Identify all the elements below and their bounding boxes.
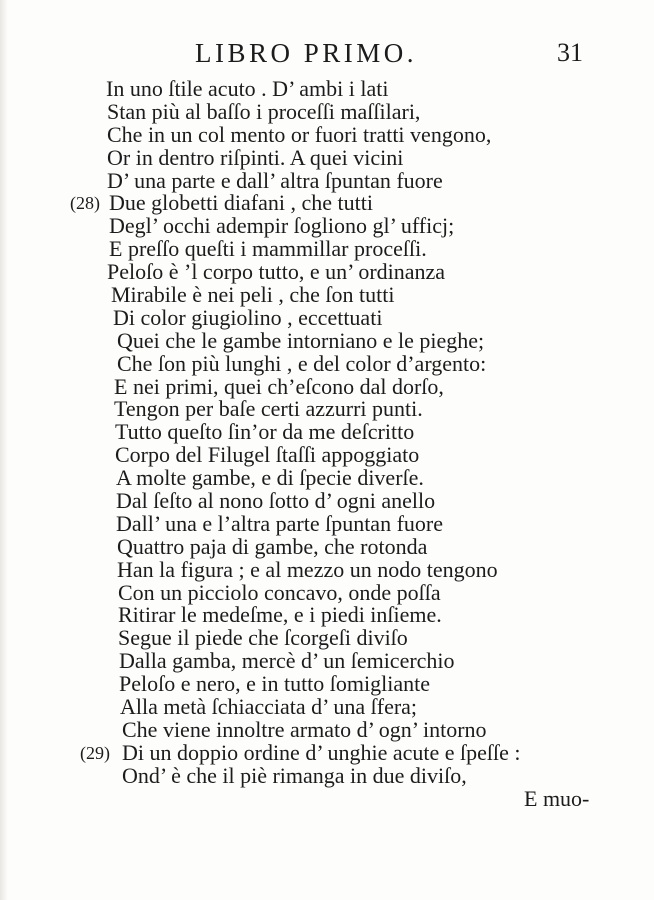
verse-text: Peloſo e nero, e in tutto ſomigliante xyxy=(119,671,430,697)
verse-line xyxy=(0,556,654,582)
verse-text: Tengon per baſe certi azzurri punti. xyxy=(114,396,423,422)
verse-block xyxy=(0,78,654,788)
verse-text: Degl’ occhi adempir ſogliono gl’ ufficj; xyxy=(109,213,455,239)
verse-text: Che in un col mento or fuori tratti vengono, xyxy=(107,121,492,147)
verse-text: E nei primi, quei ch’eſcono dal dorſo, xyxy=(114,373,444,399)
verse-line xyxy=(0,510,654,536)
verse-text: Dal ſeſto al nono ſotto d’ ogni anello xyxy=(116,488,436,514)
verse-line xyxy=(0,167,654,193)
verse-line xyxy=(0,144,654,170)
verse-text: D’ una parte e dall’ altra ſpuntan fuore xyxy=(107,167,443,193)
verse-text: Con un picciolo concavo, onde poſſa xyxy=(118,579,441,605)
verse-text: Tutto queſto ſin’or da me deſcritto xyxy=(115,419,415,445)
verse-text: Ond’ è che il piè rimanga in due diviſo, xyxy=(122,762,467,788)
verse-text: Segue il piede che ſcorgeſi diviſo xyxy=(118,625,408,651)
verse-line xyxy=(0,604,654,627)
verse-line xyxy=(0,739,654,765)
running-title: LIBRO PRIMO. xyxy=(195,38,418,68)
verse-text: Ritirar le medeſme, e i piedi inſieme. xyxy=(118,602,442,628)
verse-line xyxy=(0,421,654,444)
verse-line xyxy=(0,78,654,101)
verse-line xyxy=(0,673,654,696)
verse-line xyxy=(0,238,654,261)
verse-text: Corpo del Filugel ſtaſſi appoggiato xyxy=(115,442,420,468)
verse-text: Di color giugiolino , eccettuati xyxy=(113,304,383,330)
verse-text: Di un doppio ordine d’ unghie acute e ſpeſſe : xyxy=(122,739,521,765)
verse-text: Mirabile è nei peli , che ſon tutti xyxy=(111,282,395,308)
verse-line xyxy=(0,579,654,605)
page-number: 31 xyxy=(557,38,583,67)
verse-line xyxy=(0,192,654,215)
verse-text: Alla metà ſchiacciata d’ una ſfera; xyxy=(120,694,418,720)
verse-text: Dalla gamba, mercè d’ un ſemicerchio xyxy=(119,648,455,674)
verse-line xyxy=(0,284,654,307)
verse-text: Due globetti diafani , che tutti xyxy=(109,190,373,216)
verse-line xyxy=(0,327,654,353)
verse-line xyxy=(0,215,654,238)
verse-line xyxy=(0,398,654,421)
verse-line xyxy=(0,696,654,719)
note-marker: (28) xyxy=(70,193,100,214)
verse-line xyxy=(0,121,654,147)
verse-text: A molte gambe, e di ſpecie diverſe. xyxy=(116,465,424,491)
verse-line xyxy=(0,467,654,490)
verse-line xyxy=(0,762,654,788)
verse-text: E preſſo queſti i mammillar proceſſi. xyxy=(109,236,427,262)
verse-line xyxy=(0,650,654,673)
verse-line xyxy=(0,627,654,650)
verse-text: Stan più al baſſo i proceſſi maſſilari, xyxy=(107,98,421,124)
verse-text: In uno ſtile acuto . D’ ambi i lati xyxy=(106,76,389,101)
verse-text: Quattro paja di gambe, che rotonda xyxy=(117,533,428,559)
verse-line xyxy=(0,373,654,399)
verse-line xyxy=(0,304,654,330)
verse-line xyxy=(0,350,654,376)
verse-text: Or in dentro riſpinti. A quei vicini xyxy=(107,144,404,170)
verse-line xyxy=(0,533,654,559)
verse-line xyxy=(0,490,654,513)
verse-line xyxy=(0,716,654,742)
verse-text: Che ſon più lunghi , e del color d’argento: xyxy=(117,350,487,376)
verse-text: Dall’ una e l’altra parte ſpuntan fuore xyxy=(116,510,443,536)
verse-line xyxy=(0,98,654,124)
verse-text: Quei che le gambe intorniano e le pieghe; xyxy=(117,327,485,353)
verse-text: Han la figura ; e al mezzo un nodo tengono xyxy=(117,556,498,582)
verse-text: Peloſo è ’l corpo tutto, e un’ ordinanza xyxy=(107,259,446,285)
note-marker: (29) xyxy=(80,742,110,763)
verse-line xyxy=(0,261,654,284)
verse-text: Che viene innoltre armato d’ ogn’ intorno xyxy=(122,716,487,742)
catchword: E muo- xyxy=(524,786,590,811)
verse-line xyxy=(0,444,654,467)
